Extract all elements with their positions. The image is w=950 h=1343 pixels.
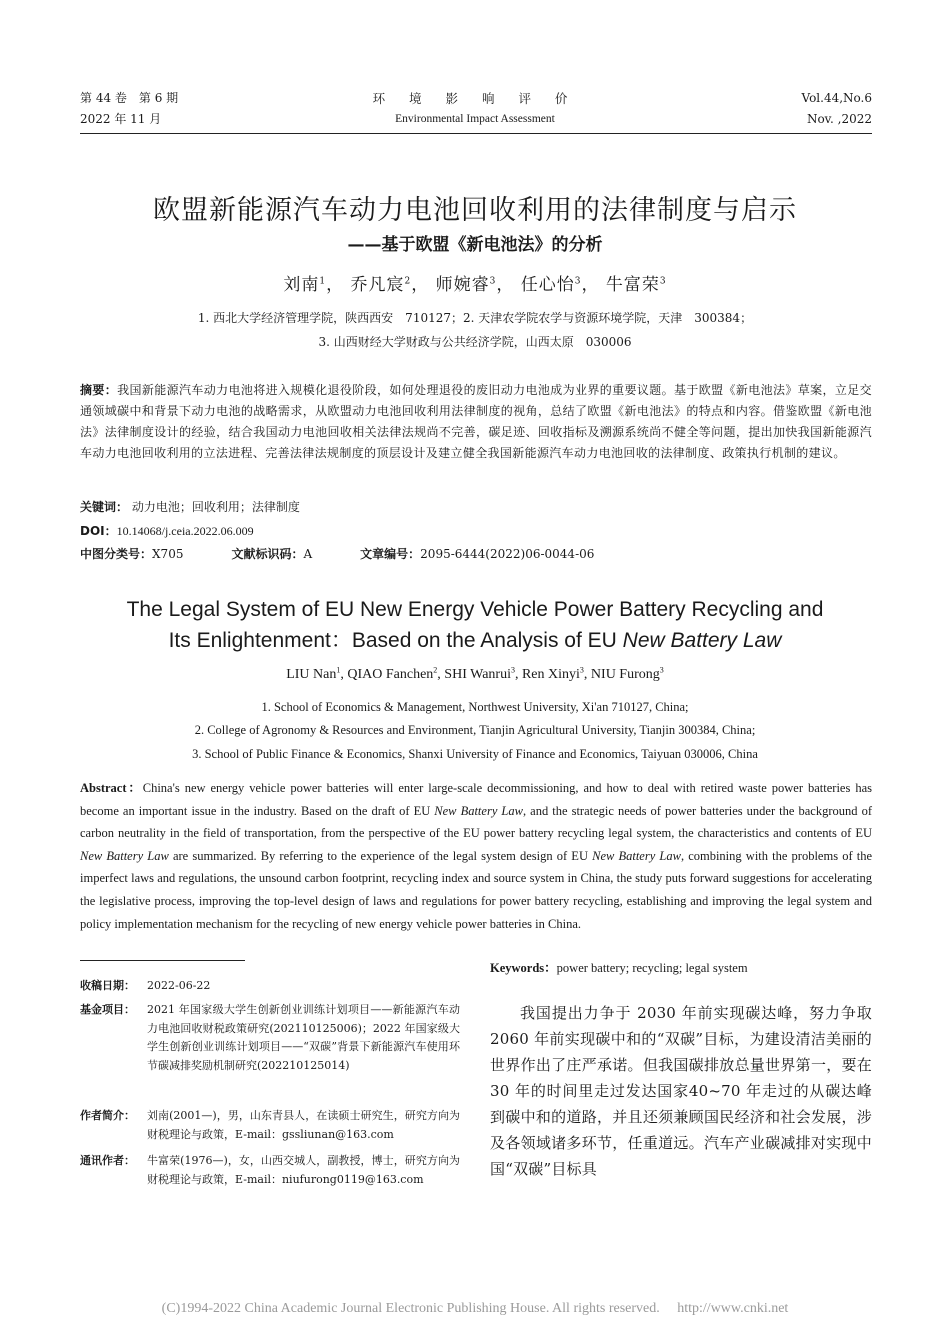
received-label: 收稿日期： bbox=[80, 979, 135, 992]
corresponding-label: 通讯作者： bbox=[80, 1154, 135, 1167]
author-cn: 牛富荣$^3$ bbox=[605, 275, 667, 295]
keywords-cn-text: 动力电池；回收利用；法律制度 bbox=[131, 500, 300, 514]
keywords-cn-label: 关键词： bbox=[80, 500, 129, 514]
author-cn: 乔凡宸$^2$， bbox=[350, 275, 430, 295]
author-en: Ren Xinyi$^3$, bbox=[521, 665, 591, 682]
affiliation-en-line3: 3. School of Public Finance & Economics, Shanxi University of Finance and Economics, Taiyuan 030006, China bbox=[192, 747, 758, 761]
body-paragraph: 我国提出力争于 2030 年前实现碳达峰，努力争取 2060 年前实现碳中和的“双碳”目标，为建设清洁美丽的世界作出了庄严承诺。但我国碳排放总量世界第一，要在 30 年的时间里走过发达国家40~70 年走过的从碳达峰到碳中和的道路，并且还须兼顾国民经济和社会发展，涉及各领域诸多环节，任重道远。汽车产业碳减排对实现中国“双碳”目标具 bbox=[490, 1004, 872, 1178]
keywords-en bbox=[490, 958, 748, 976]
journal-name-en: Environmental Impact Assessment bbox=[395, 113, 555, 125]
subtitle-cn: ——基于欧盟《新电池法》的分析 bbox=[347, 235, 603, 255]
footnote-received bbox=[80, 977, 460, 996]
author-cn: 任心怡$^3$， bbox=[520, 275, 600, 295]
doi bbox=[80, 522, 254, 540]
date-cn: 2022 年 11 月 bbox=[80, 112, 162, 126]
doi-label: DOI： bbox=[80, 524, 117, 538]
affiliation-cn-line2: 3. 山西财经大学财政与公共经济学院，山西太原 030006 bbox=[318, 335, 632, 349]
abstract-en-label: Abstract： bbox=[80, 781, 143, 795]
abstract-cn-label: 摘要： bbox=[80, 383, 118, 397]
article-no-label: 文章编号： bbox=[360, 547, 421, 561]
fund-value: 2021 年国家级大学生创新创业训练计划项目——新能源汽车动力电池回收财税政策研究(202110125006)；2022 年国家级大学生创新创业训练计划项目——“双碳”背景下新能源汽车使用环节碳减排奖励机制研究(202210125014) bbox=[147, 1003, 460, 1072]
doc-code-label: 文献标识码： bbox=[231, 547, 304, 561]
keywords-en-text: power battery; recycling; legal system bbox=[556, 961, 748, 975]
author-en: QIAO Fanchen$^2$, bbox=[347, 665, 445, 682]
clc-value: X705 bbox=[152, 547, 184, 561]
title-en-line1: The Legal System of EU New Energy Vehicle Power Battery Recycling and bbox=[126, 598, 824, 621]
title-cn: 欧盟新能源汽车动力电池回收利用的法律制度与启示 bbox=[153, 195, 797, 226]
article-no-value: 2095-6444(2022)06-0044-06 bbox=[420, 547, 595, 561]
author-en: LIU Nan$^1$, bbox=[286, 665, 348, 682]
author-en: NIU Furong$^3$ bbox=[590, 665, 664, 682]
authors-cn bbox=[0, 270, 950, 295]
classification-line bbox=[80, 545, 872, 563]
author-bio-value: 刘南(2001—)，男，山东青县人，在读硕士研究生，研究方向为财税理论与政策，E-mail：gssliunan@163.com bbox=[147, 1109, 460, 1141]
keywords-cn bbox=[80, 498, 300, 516]
author-bio-label: 作者简介： bbox=[80, 1109, 135, 1122]
copyright-watermark: (C)1994-2022 China Academic Journal Electronic Publishing House. All rights reserved. http://www.cnki.net bbox=[161, 1301, 789, 1316]
header-divider bbox=[80, 133, 872, 134]
journal-name-cn: 环 境 影 响 评 价 bbox=[372, 91, 578, 106]
abstract-cn-text: 我国新能源汽车动力电池将进入规模化退役阶段，如何处理退役的废旧动力电池成为业界的重要议题。基于欧盟《新电池法》草案，立足交通领域碳中和背景下动力电池的战略需求，从欧盟动力电池回收利用法律制度的视角，总结了欧盟《新电池法》的特点和内容。借鉴欧盟《新电池法》法律制度设计的经验，结合我国动力电池回收相关法律法规尚不完善，碳足迹、回收指标及溯源系统尚不健全等问题，提出加快我国新能源汽车动力电池回收利用的立法进程、完善法律法规制度的顶层设计及建立健全我国新能源汽车动力电池回收的法律制度、政策执行机制的建议。 bbox=[80, 383, 872, 460]
doc-code-value: A bbox=[303, 547, 313, 561]
authors-en bbox=[0, 665, 950, 683]
abstract-cn bbox=[80, 380, 872, 464]
author-en: SHI Wanrui$^3$, bbox=[444, 665, 522, 682]
keywords-en-label: Keywords： bbox=[490, 961, 557, 975]
affiliation-cn-line1: 1. 西北大学经济管理学院，陕西西安 710127；2. 天津农学院农学与资源环境学院，天津 300384； bbox=[197, 311, 753, 325]
doi-link[interactable]: 10.14068/j.ceia.2022.06.009 bbox=[116, 524, 254, 538]
received-value: 2022-06-22 bbox=[147, 979, 211, 992]
author-cn: 刘南$^1$， bbox=[283, 275, 345, 295]
fund-label: 基金项目： bbox=[80, 1003, 135, 1016]
date-en: Nov. ,2022 bbox=[806, 112, 872, 126]
affiliation-en-line2: 2. College of Agronomy & Resources and Environment, Tianjin Agricultural University, Tianjin 300384, China; bbox=[194, 723, 756, 737]
footnote-fund bbox=[80, 1001, 460, 1075]
footnote-author bbox=[80, 1107, 460, 1144]
clc-label: 中图分类号： bbox=[80, 547, 153, 561]
footnote-divider bbox=[80, 960, 245, 961]
author-cn: 师婉睿$^3$， bbox=[435, 275, 515, 295]
running-header-right bbox=[802, 88, 873, 130]
volume-en: Vol.44,No.6 bbox=[801, 91, 872, 105]
affiliation-en-line1: 1. School of Economics & Management, Northwest University, Xi'an 710127, China; bbox=[261, 700, 689, 714]
abstract-en: Abstract：China's new energy vehicle power batteries will enter large-scale decommissioning, and how to deal with retired waste power batteries has become an important issue in the industry. Based on the draft of EU New Battery Law, and the strategic needs of power batteries under the background of carbon neutrality in the field of transportation, from the perspective of the EU power battery recycling legal system, the characteristics and contents of EU New Battery Law are summarized. By referring to the experience of the legal system design of EU New Battery Law, combining with the problems of the imperfect laws and regulations, the unsound carbon footprint, recycling index and source system in China, the study puts forward suggestions for accelerating the legislative process, improving the top-level design of laws and regulations for power battery recycling, establishing and improving the legal system and policy implementation mechanism for the recycling of new energy vehicle power batteries in China. bbox=[80, 781, 873, 931]
title-en bbox=[0, 594, 950, 656]
footnote-corresponding bbox=[80, 1152, 460, 1189]
issue-cn: 第 44 卷 第 6 期 bbox=[80, 91, 179, 105]
title-en-line2: Its Enlightenment：Based on the Analysis of EU New Battery Law bbox=[168, 629, 782, 652]
corresponding-value: 牛富荣(1976—)，女，山西交城人，副教授，博士，研究方向为财税理论与政策，E-mail：niufurong0119@163.com bbox=[147, 1154, 460, 1186]
